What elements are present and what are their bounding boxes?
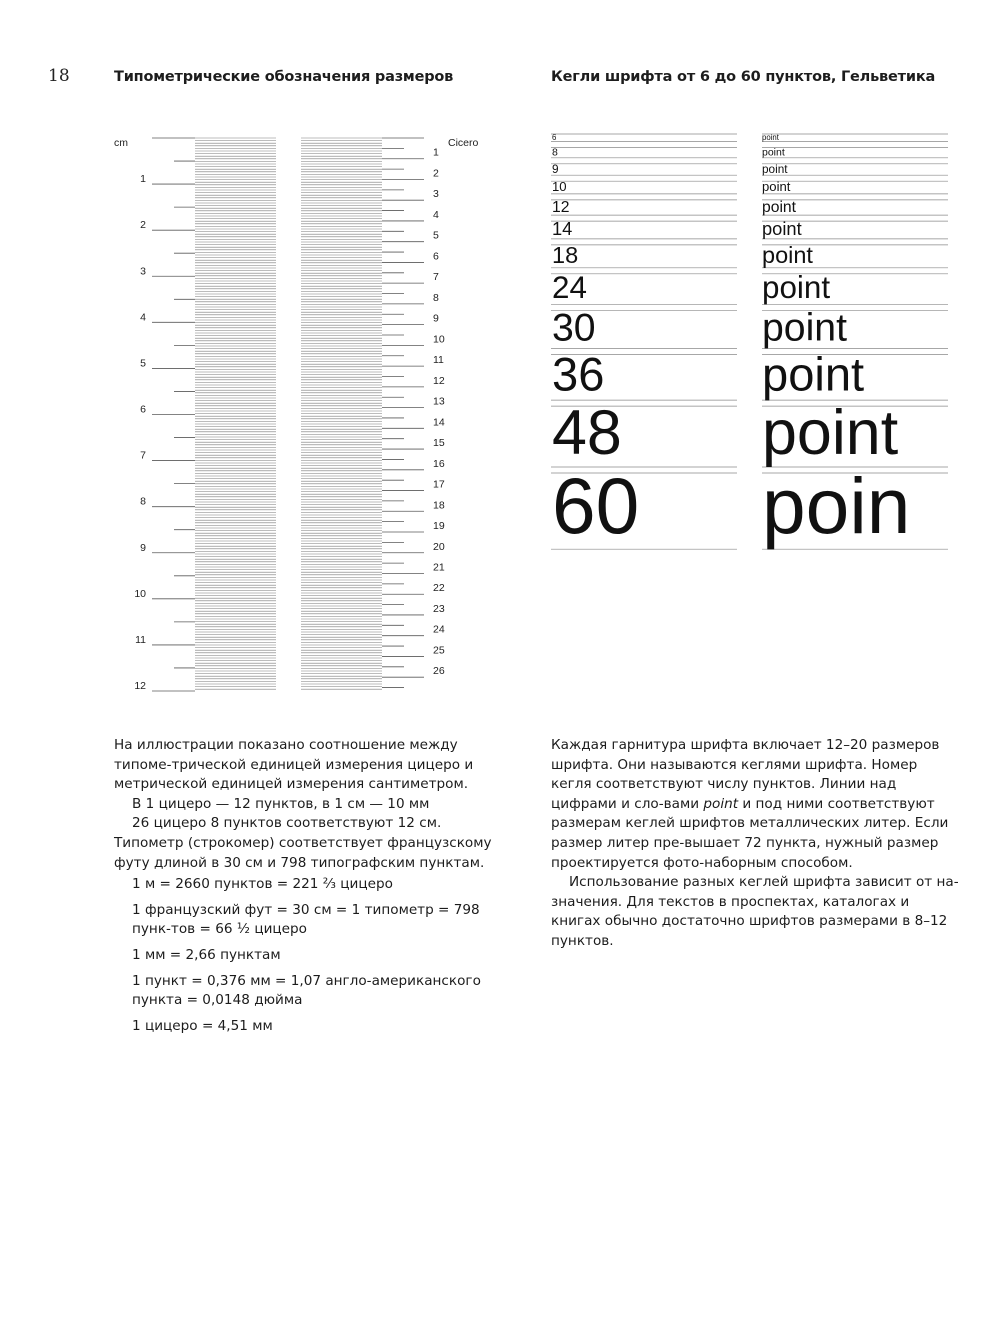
size-word: point [762, 179, 791, 195]
size-number: 36 [552, 347, 605, 401]
font-size-row [551, 306, 948, 349]
size-word: point [762, 347, 865, 401]
cicero-mark-label: 7 [433, 271, 439, 284]
cm-mark-label: 5 [140, 357, 146, 370]
cicero-mark-label: 8 [433, 291, 439, 304]
size-number: 10 [552, 179, 567, 195]
intro-paragraph: На иллюстрации показано соотношение между типоме-трической единицей измерения цицеро и метрической единицей измерения сантиметром. [114, 737, 474, 793]
cicero-mark-label: 18 [433, 499, 445, 512]
font-size-row [551, 147, 948, 159]
cm-mark-label: 1 [140, 173, 146, 186]
size-number: 6 [552, 133, 557, 142]
cicero-unit-label: Cicero [448, 137, 479, 149]
cm-mark-label: 3 [140, 265, 146, 278]
size-number: 48 [552, 398, 622, 469]
cicero-mark-label: 21 [433, 561, 445, 574]
cm-mark-label: 6 [140, 403, 146, 416]
cicero-mark-label: 19 [433, 520, 445, 532]
cicero-mark-label: 5 [433, 229, 439, 242]
font-size-row [551, 199, 948, 216]
right-text-column [551, 736, 961, 952]
cicero-mark-label: 2 [433, 167, 439, 180]
cicero-scale [382, 137, 479, 688]
heading-font-sizes: Кегли шрифта от 6 до 60 пунктов, Гельветика [551, 69, 936, 85]
cicero-mark-label: 9 [433, 312, 439, 325]
cicero-mark-label: 16 [433, 457, 445, 470]
size-word: point [762, 198, 797, 216]
cicero-mark-label: 4 [433, 209, 439, 221]
size-word: point [762, 269, 831, 305]
cicero-mark-label: 6 [433, 250, 439, 263]
size-word: point [762, 161, 788, 176]
font-size-specimen [545, 128, 955, 713]
size-number: 24 [552, 269, 587, 305]
size-number: 60 [552, 462, 640, 551]
ruler-right-hatching [301, 138, 382, 689]
font-size-row [551, 133, 948, 142]
cicero-mark-label: 10 [433, 333, 445, 346]
font-size-row [551, 218, 948, 239]
font-size-row [551, 398, 948, 468]
typometer-paragraph: 26 цицеро 8 пунктов соответствуют 12 см. Типометр (строкомер) соответствует французскому футу длиной в 30 см и 798 типографским пунктам. [114, 815, 492, 871]
size-word: point [762, 242, 813, 268]
cm-scale [114, 137, 195, 692]
cm-unit-label: cm [114, 137, 128, 149]
cm-mark-label: 9 [140, 541, 146, 554]
equation-point: 1 пункт = 0,376 мм = 1,07 англо-американского пункта = 0,0148 дюйма [132, 972, 481, 1009]
cicero-mark-label: 25 [433, 644, 445, 657]
size-number: 14 [552, 218, 573, 240]
heading-typometric: Типометрические обозначения размеров [114, 69, 454, 85]
cicero-mark-label: 1 [433, 146, 439, 159]
cm-mark-label: 4 [140, 311, 146, 324]
cicero-mark-label: 24 [433, 623, 445, 636]
size-word: point [762, 146, 785, 159]
cicero-mark-label: 15 [433, 437, 445, 450]
size-number: 8 [552, 146, 558, 159]
font-size-row [551, 270, 948, 305]
cm-mark-label: 11 [135, 633, 146, 646]
typometer-ruler [100, 128, 480, 703]
equation-meter: 1 м = 2660 пунктов = 221 ²⁄₃ цицеро [132, 876, 393, 893]
font-sizes-text-b: и под ними соответствуют размерам кеглей шрифтов металлических литер. Если размер литер пре-вышает 72 пункта, нужный размер проектируется фото-наборным способом. [551, 795, 949, 871]
font-sizes-text-a: Каждая гарнитура шрифта включает 12–20 размеров шрифта. Они называются кеглями шрифта. Номер кегля соответствуют числу пунктов. Линии над цифрами и сло-вами [551, 737, 940, 812]
left-text-column [114, 736, 514, 1042]
cm-mark-label: 8 [140, 495, 146, 508]
cicero-mark-label: 13 [433, 395, 445, 408]
font-size-row [551, 242, 948, 268]
cicero-mark-label: 11 [433, 354, 444, 367]
equation-cicero: 1 цицеро = 4,51 мм [132, 1017, 273, 1034]
font-sizes-word-point: point [703, 795, 739, 812]
cicero-mark-label: 22 [433, 582, 445, 595]
size-number: 18 [552, 242, 579, 268]
size-number: 12 [552, 198, 570, 216]
size-word: poin [762, 462, 911, 551]
cicero-points-paragraph: В 1 цицеро — 12 пунктов, в 1 см — 10 мм [132, 795, 430, 812]
font-size-row [551, 348, 948, 401]
size-word: point [762, 133, 779, 142]
cm-mark-label: 12 [134, 680, 146, 692]
cicero-mark-label: 12 [433, 374, 445, 387]
equation-foot: 1 французский фут = 30 см = 1 типометр = 798 пунк-тов = 66 ¹⁄₂ цицеро [132, 901, 480, 938]
font-sizes-paragraph [551, 736, 961, 873]
size-number: 30 [552, 306, 596, 350]
size-word: point [762, 218, 802, 240]
cm-mark-label: 2 [140, 219, 146, 232]
size-number: 9 [552, 161, 559, 176]
font-size-row [551, 162, 948, 176]
ruler-left-hatching [195, 138, 276, 689]
cicero-mark-label: 23 [433, 603, 445, 615]
cicero-mark-label: 3 [433, 188, 439, 201]
cicero-mark-label: 26 [433, 665, 445, 678]
font-usage-paragraph: Использование разных кеглей шрифта зависит от на-значения. Для текстов в проспектах, каталогах и книгах обычно достаточно шрифтов размерами в 8–12 пунктов. [551, 874, 959, 949]
cicero-mark-label: 20 [433, 540, 445, 553]
cm-mark-label: 7 [140, 449, 146, 462]
cm-mark-label: 10 [134, 587, 146, 600]
cicero-mark-label: 14 [433, 416, 445, 429]
cicero-mark-label: 17 [433, 478, 445, 491]
size-word: point [762, 306, 847, 350]
size-word: point [762, 398, 899, 469]
font-size-row [551, 462, 948, 550]
font-size-row [551, 179, 948, 194]
equation-mm: 1 мм = 2,66 пунктам [132, 946, 281, 963]
page-number: 18 [48, 66, 70, 86]
